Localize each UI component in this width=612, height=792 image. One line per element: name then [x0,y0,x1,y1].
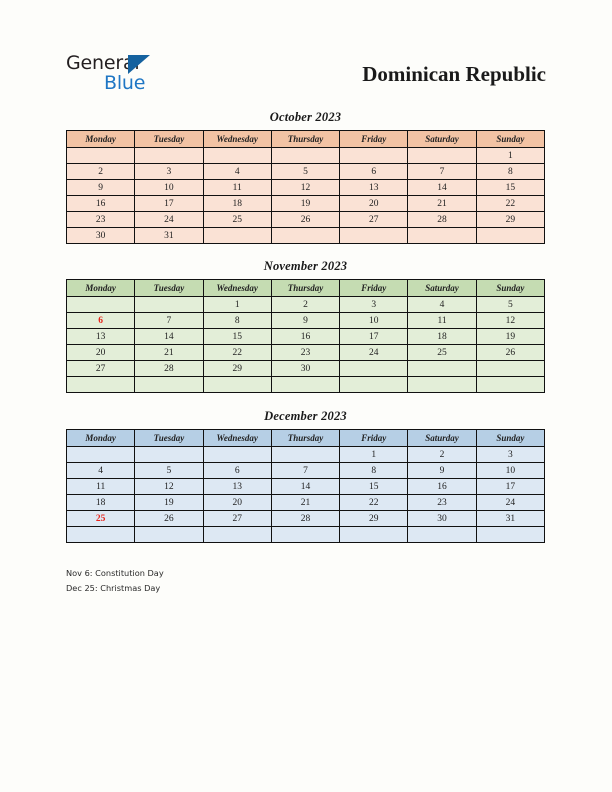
calendar-cell-day[interactable]: 10 [135,180,203,196]
calendar-cell-day[interactable]: 5 [271,164,339,180]
weekday-header-monday: Monday [67,430,135,447]
calendar-cell-day[interactable]: 6 [340,164,408,180]
calendar-cell-day[interactable]: 29 [203,361,271,377]
calendar-body [67,430,545,543]
calendar-cell-day[interactable]: 14 [271,479,339,495]
calendar-cell-day[interactable]: 21 [135,345,203,361]
calendar-cell-empty [408,527,476,543]
calendar-cell-empty [408,361,476,377]
calendar-cell-empty [476,527,544,543]
weekday-header-tuesday: Tuesday [135,430,203,447]
calendar-cell-day[interactable]: 23 [408,495,476,511]
calendar-cell-day[interactable]: 4 [408,297,476,313]
calendar-cell-empty [271,228,339,244]
calendar-cell-day[interactable]: 2 [67,164,135,180]
calendar-cell-day[interactable]: 23 [67,212,135,228]
calendar-cell-day[interactable]: 21 [408,196,476,212]
calendar-cell-day[interactable]: 29 [340,511,408,527]
weekday-header-friday: Friday [340,131,408,148]
calendar-cell-day[interactable]: 20 [340,196,408,212]
calendar-cell-day[interactable]: 3 [340,297,408,313]
calendar-cell-day[interactable]: 8 [340,463,408,479]
calendar-cell-empty [67,447,135,463]
calendar-cell-day[interactable]: 10 [476,463,544,479]
calendar-cell-day[interactable]: 9 [67,180,135,196]
calendar-cell-empty [408,377,476,393]
calendar-cell-day[interactable]: 12 [271,180,339,196]
calendar-cell-empty [203,148,271,164]
calendar-cell-day[interactable]: 6 [203,463,271,479]
calendar-cell-day[interactable]: 30 [67,228,135,244]
calendar-cell-day[interactable]: 17 [340,329,408,345]
calendar-cell-day[interactable]: 15 [476,180,544,196]
calendar-cell-empty [476,377,544,393]
weekday-header-thursday: Thursday [271,280,339,297]
calendar-cell-day[interactable]: 16 [408,479,476,495]
page-header [66,52,546,98]
calendar-week-row [67,463,545,479]
calendar-cell-empty [203,228,271,244]
calendar-cell-empty [135,297,203,313]
weekday-header-row [67,280,545,297]
calendar-cell-empty [135,527,203,543]
month-title: November 2023 [263,259,348,273]
calendar-cell-day[interactable]: 2 [271,297,339,313]
calendar-week-row [67,527,545,543]
calendar-cell-day[interactable]: 16 [271,329,339,345]
calendar-cell-day[interactable]: 2 [408,447,476,463]
legend-item: Dec 25: Christmas Day [66,582,161,593]
calendar-cell-day[interactable]: 5 [476,297,544,313]
weekday-header-sunday: Sunday [476,131,544,148]
weekday-header-sunday: Sunday [476,280,544,297]
calendar-cell-day[interactable]: 14 [408,180,476,196]
calendar-cell-day[interactable]: 15 [340,479,408,495]
calendar-cell-day[interactable]: 5 [135,463,203,479]
calendar-cell-empty [408,148,476,164]
calendar-cell-empty [340,361,408,377]
weekday-header-saturday: Saturday [408,430,476,447]
calendar-cell-empty [203,377,271,393]
calendar-cell-day[interactable]: 10 [340,313,408,329]
weekday-header-saturday: Saturday [408,131,476,148]
calendar-week-row [67,345,545,361]
calendar-body [67,131,545,244]
calendar-cell-empty [476,228,544,244]
general-blue-logo [66,52,246,98]
weekday-header-row [67,430,545,447]
weekday-header-tuesday: Tuesday [135,131,203,148]
weekday-header-tuesday: Tuesday [135,280,203,297]
calendar-cell-empty [67,527,135,543]
calendar-week-row [67,313,545,329]
calendar-week-row [67,212,545,228]
calendar-cell-day[interactable]: 4 [203,164,271,180]
calendar-cell-day[interactable]: 11 [408,313,476,329]
calendar-cell-day[interactable]: 19 [271,196,339,212]
calendar-cell-day[interactable]: 26 [271,212,339,228]
calendar-cell-empty [271,377,339,393]
calendar-cell-empty [340,527,408,543]
calendar-cell-day[interactable]: 21 [271,495,339,511]
page-title: Dominican Republic [362,62,546,86]
calendar-cell-day[interactable]: 1 [340,447,408,463]
holiday-legend [66,566,466,595]
logo-text-blue: Blue [104,72,146,94]
calendar-cell-day[interactable]: 18 [67,495,135,511]
calendar-week-row [67,495,545,511]
calendar-cell-empty [408,228,476,244]
calendar-cell-day[interactable]: 9 [271,313,339,329]
weekday-header-thursday: Thursday [271,131,339,148]
month-title: October 2023 [269,110,342,124]
weekday-header-thursday: Thursday [271,430,339,447]
calendar-table-december [66,429,545,543]
calendar-cell-empty [340,148,408,164]
month-block-october [66,110,545,244]
weekday-header-row [67,131,545,148]
calendar-week-row [67,329,545,345]
weekday-header-friday: Friday [340,280,408,297]
weekday-header-saturday: Saturday [408,280,476,297]
calendar-week-row [67,164,545,180]
calendar-cell-day[interactable]: 8 [203,313,271,329]
month-title: December 2023 [264,409,347,423]
calendar-week-row [67,196,545,212]
calendar-cell-day[interactable]: 8 [476,164,544,180]
calendar-cell-empty [203,527,271,543]
calendar-cell-day[interactable]: 20 [67,345,135,361]
calendar-cell-empty [203,447,271,463]
calendar-cell-empty [271,148,339,164]
calendar-week-row [67,228,545,244]
calendar-week-row [67,361,545,377]
calendar-cell-day[interactable]: 22 [476,196,544,212]
calendar-cell-day[interactable]: 30 [271,361,339,377]
calendar-cell-day[interactable]: 27 [203,511,271,527]
calendar-week-row [67,297,545,313]
calendar-cell-day[interactable]: 22 [340,495,408,511]
calendar-cell-day[interactable]: 27 [340,212,408,228]
calendar-cell-empty [476,361,544,377]
calendar-cell-day[interactable]: 11 [203,180,271,196]
weekday-header-sunday: Sunday [476,430,544,447]
calendar-week-row [67,180,545,196]
calendar-table-october [66,130,545,244]
calendar-week-row [67,447,545,463]
calendar-cell-day[interactable]: 13 [203,479,271,495]
month-block-december [66,409,545,543]
calendar-cell-day[interactable]: 25 [203,212,271,228]
calendar-cell-day[interactable]: 28 [135,361,203,377]
calendar-cell-day[interactable]: 30 [408,511,476,527]
calendar-cell-day[interactable]: 24 [476,495,544,511]
calendar-table-november [66,279,545,393]
calendar-cell-day[interactable]: 20 [203,495,271,511]
calendar-cell-day[interactable]: 24 [135,212,203,228]
legend-item: Nov 6: Constitution Day [66,568,164,578]
calendar-cell-day[interactable]: 12 [476,313,544,329]
calendar-cell-day[interactable]: 1 [476,148,544,164]
calendar-cell-day[interactable]: 11 [67,479,135,495]
calendar-cell-day[interactable]: 12 [135,479,203,495]
weekday-header-wednesday: Wednesday [203,280,271,297]
calendar-cell-day[interactable]: 13 [67,329,135,345]
calendar-cell-empty [135,377,203,393]
calendar-cell-day[interactable]: 3 [135,164,203,180]
calendar-cell-day[interactable]: 4 [67,463,135,479]
calendar-cell-day[interactable]: 19 [135,495,203,511]
calendar-cell-day[interactable]: 28 [408,212,476,228]
calendar-cell-empty [271,447,339,463]
weekday-header-friday: Friday [340,430,408,447]
calendar-cell-day[interactable]: 26 [476,345,544,361]
calendar-cell-day[interactable]: 14 [135,329,203,345]
calendar-cell-empty [67,297,135,313]
weekday-header-monday: Monday [67,280,135,297]
calendar-cell-day[interactable]: 7 [408,164,476,180]
weekday-header-wednesday: Wednesday [203,430,271,447]
calendar-cell-day[interactable]: 18 [408,329,476,345]
calendar-cell-day[interactable]: 7 [135,313,203,329]
calendar-cell-empty [135,447,203,463]
calendar-cell-day[interactable]: 31 [135,228,203,244]
calendar-week-row [67,377,545,393]
calendar-cell-day[interactable]: 28 [271,511,339,527]
calendar-cell-day[interactable]: 29 [476,212,544,228]
calendar-cell-day[interactable]: 26 [135,511,203,527]
calendar-cell-day[interactable]: 23 [271,345,339,361]
calendar-week-row [67,479,545,495]
calendar-week-row [67,148,545,164]
calendar-week-row [67,511,545,527]
calendar-cell-empty [67,148,135,164]
month-block-november [66,259,545,393]
weekday-header-monday: Monday [67,131,135,148]
calendar-cell-day[interactable]: 3 [476,447,544,463]
weekday-header-wednesday: Wednesday [203,131,271,148]
calendar-cell-day[interactable]: 22 [203,345,271,361]
calendar-cell-empty [271,527,339,543]
calendar-cell-day[interactable]: 17 [135,196,203,212]
calendar-cell-day[interactable]: 25 [408,345,476,361]
calendar-body [67,280,545,393]
calendar-cell-day[interactable]: 1 [203,297,271,313]
calendar-cell-holiday[interactable]: 25 [67,511,135,527]
calendar-cell-day[interactable]: 13 [340,180,408,196]
calendar-cell-day[interactable]: 17 [476,479,544,495]
logo-text-general: General [66,52,140,74]
calendar-cell-empty [340,228,408,244]
calendar-cell-holiday[interactable]: 6 [67,313,135,329]
calendar-cell-day[interactable]: 18 [203,196,271,212]
calendar-cell-day[interactable]: 16 [67,196,135,212]
calendar-cell-day[interactable]: 27 [67,361,135,377]
calendar-cell-day[interactable]: 19 [476,329,544,345]
calendar-cell-day[interactable]: 7 [271,463,339,479]
calendar-cell-day[interactable]: 31 [476,511,544,527]
calendar-cell-empty [340,377,408,393]
calendar-cell-day[interactable]: 24 [340,345,408,361]
calendar-cell-day[interactable]: 15 [203,329,271,345]
calendar-cell-empty [135,148,203,164]
calendar-cell-empty [67,377,135,393]
calendar-cell-day[interactable]: 9 [408,463,476,479]
